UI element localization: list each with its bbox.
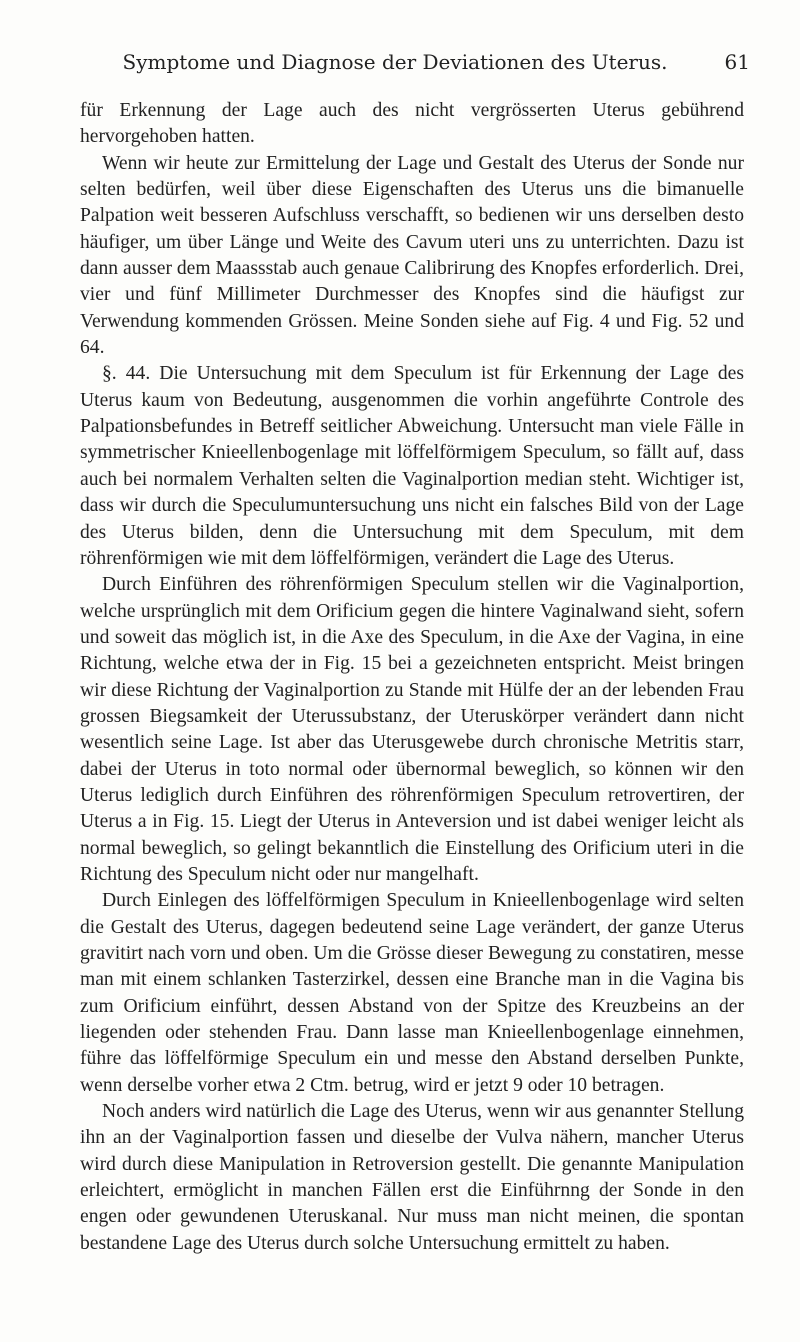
page-number: 61 [724,50,750,74]
paragraph-continuation: für Erkennung der Lage auch des nicht vergrösserten Uterus gebührend hervorgehoben hatten. [80,100,744,148]
running-header [90,48,750,76]
paragraph: Durch Einführen des röhrenförmigen Speculum stellen wir die Vaginalportion, welche ursprünglich mit dem Orificium gegen die hintere Vaginalwand sieht, sofern und soweit das möglich ist, in die Axe des Speculum, in die Axe der Vagina, in eine Richtung, welche etwa der in Fig. 15 bei a gezeichneten entspricht. Meist bringen wir diese Richtung der Vaginalportion zu Stande mit Hülfe der an der lebenden Frau grossen Biegsamkeit der Uterussubstanz, der Uteruskörper verändert dann nicht wesentlich seine Lage. Ist aber das Uterusgewebe durch chronische Metritis starr, dabei der Uterus in toto normal oder übernormal beweglich, so können wir den Uterus lediglich durch Einführen des röhrenförmigen Speculum retrovertiren, der Uterus a in Fig. 15. Liegt der Uterus in Anteversion und ist dabei weniger leicht als normal beweglich, so gelingt bekanntlich die Einstellung des Orificium uteri in die Richtung des Speculum nicht oder nur mangelhaft. [80,574,744,885]
running-title: Symptome und Diagnose der Deviationen des Uterus. [122,50,668,74]
paragraph: Durch Einlegen des löffelförmigen Speculum in Knieellenbogenlage wird selten die Gestalt des Uterus, dagegen bedeutend seine Lage verändert, der ganze Uterus gravitirt nach vorn und oben. Um die Grösse dieser Bewegung zu constatiren, messe man mit einem schlanken Tasterzirkel, dessen eine Branche man in die Vagina bis zum Orificium einführt, dessen Abstand von der Spitze des Kreuzbeins an der liegenden oder stehenden Frau. Dann lasse man Knieellenbogenlage einnehmen, führe das löffelförmige Speculum ein und messe den Abstand derselben Punkte, wenn derselbe vorher etwa 2 Ctm. betrug, wird er jetzt 9 oder 10 betragen. [80,890,744,1096]
paragraph-section-44: §. 44. Die Untersuchung mit dem Speculum ist für Erkennung der Lage des Uterus kaum von Bedeutung, ausgenommen die vorhin angeführte Controle des Palpationsbefundes in Betreff seitlicher Abweichung. Untersucht man viele Fälle in symmetrischer Knieellenbogenlage mit löffelförmigem Speculum, so fällt auf, dass auch bei normalem Verhalten selten die Vaginalportion median steht. Wichtiger ist, dass wir durch die Speculumuntersuchung uns nicht ein falsches Bild von der Lage des Uterus bilden, denn die Untersuchung mit dem Speculum, mit dem röhrenförmigen wie mit dem löffelförmigen, verändert die Lage des Uterus. [80,363,744,569]
body-text [80,98,744,1257]
paragraph: Noch anders wird natürlich die Lage des Uterus, wenn wir aus genannter Stellung ihn an der Vaginalportion fassen und dieselbe der Vulva nähern, mancher Uterus wird durch diese Manipulation in Retroversion gestellt. Die genannte Manipulation erleichtert, ermöglicht in manchen Fällen erst die Einführnng der Sonde in den engen oder gewundenen Uteruskanal. Nur muss man nicht meinen, die spontan bestandene Lage des Uterus durch solche Untersuchung ermittelt zu haben. [80,1101,744,1254]
paragraph: Wenn wir heute zur Ermittelung der Lage und Gestalt des Uterus der Sonde nur selten bedürfen, weil über diese Eigenschaften des Uterus uns die bimanuelle Palpation weit besseren Aufschluss verschafft, so bedienen wir uns derselben desto häufiger, um über Länge und Weite des Cavum uteri uns zu unterrichten. Dazu ist dann ausser dem Maassstab auch genaue Calibrirung des Knopfes erforderlich. Drei, vier und fünf Millimeter Durchmesser des Knopfes sind die häufigst zur Verwendung kommenden Grössen. Meine Sonden siehe auf Fig. 4 und Fig. 52 und 64. [80,152,744,359]
